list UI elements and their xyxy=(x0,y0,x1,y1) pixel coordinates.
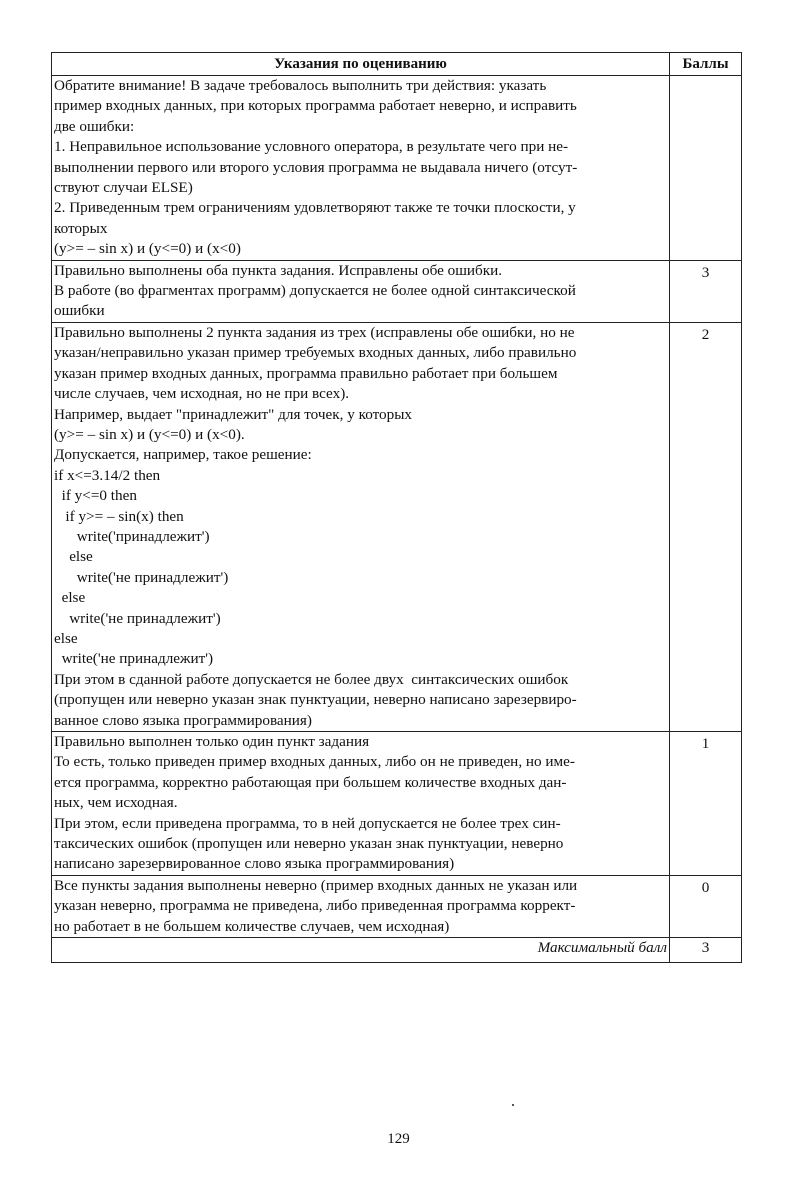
criteria-line: (y>= – sin x) и (y<=0) и (x<0) xyxy=(54,240,241,258)
criteria-line: пример входных данных, при которых программа работает неверно, и исправить xyxy=(54,97,577,115)
table-row xyxy=(52,322,742,731)
criteria-line: Обратите внимание! В задаче требовалось выполнить три действия: указать xyxy=(54,77,547,94)
criteria-line: Правильно выполнен только один пункт задания xyxy=(54,733,370,750)
criteria-line: выполнении первого или второго условия программа не выдавала ничего (отсут- xyxy=(54,158,578,176)
criteria-line: написано зарезервированное слово языка программирования) xyxy=(54,855,455,873)
criteria-line: (пропущен или неверно указан знак пунктуации, неверно написано зарезервиро- xyxy=(54,691,577,709)
criteria-line: но работает в не большем количестве случаев, чем исходная) xyxy=(54,917,450,935)
criteria-line: В работе (во фрагментах программ) допускается не более одной синтаксической xyxy=(54,282,576,300)
criteria-line: Все пункты задания выполнены неверно (пример входных данных не указан или xyxy=(54,876,578,894)
criteria-line: Например, выдает "принадлежит" для точек, у которых xyxy=(54,405,413,423)
criteria-line: else xyxy=(54,589,86,607)
table-row xyxy=(52,76,742,261)
criteria-cell xyxy=(52,732,670,876)
points-header: Баллы xyxy=(670,53,742,76)
criteria-line: указан пример входных данных, программа правильно работает при большем xyxy=(54,364,558,382)
criteria-line: if x<=3.14/2 then xyxy=(54,466,161,484)
criteria-line: if y<=0 then xyxy=(54,487,137,505)
criteria-cell xyxy=(52,875,670,937)
criteria-line: То есть, только приведен пример входных данных, либо он не приведен, но име- xyxy=(54,753,575,771)
max-score-label: Максимальный балл xyxy=(52,938,670,963)
scan-speck xyxy=(512,1104,514,1106)
criteria-line: write('принадлежит') xyxy=(54,527,210,545)
criteria-line: ванное слово языка программирования) xyxy=(54,711,312,729)
criteria-cell xyxy=(52,76,670,261)
page-number: 129 xyxy=(387,1131,410,1147)
score-cell: 1 xyxy=(670,732,742,876)
criteria-line: write('не принадлежит') xyxy=(54,568,229,586)
criteria-line: Допускается, например, такое решение: xyxy=(54,446,312,464)
table-row xyxy=(52,260,742,322)
criteria-line: Правильно выполнены оба пункта задания. Исправлены обе ошибки. xyxy=(54,261,503,279)
criteria-line: указан/неправильно указан пример требуемых входных данных, либо правильно xyxy=(54,344,577,362)
criteria-line: числе случаев, чем исходная, но не при всех). xyxy=(54,385,350,403)
table-row xyxy=(52,732,742,876)
criteria-line: Правильно выполнены 2 пункта задания из трех (исправлены обе ошибки, но не xyxy=(54,323,575,341)
criteria-line: ется программа, корректно работающая при большем количестве входных дан- xyxy=(54,773,567,791)
criteria-line: write('не принадлежит') xyxy=(54,609,221,627)
criteria-line: ствуют случаи ELSE) xyxy=(54,179,193,197)
score-cell: 0 xyxy=(670,875,742,937)
criteria-cell xyxy=(52,322,670,731)
criteria-cell xyxy=(52,260,670,322)
table-row xyxy=(52,875,742,937)
criteria-line: указан неверно, программа не приведена, либо приведенная программа коррект- xyxy=(54,897,576,915)
table-header-row xyxy=(52,53,742,76)
criteria-line: 1. Неправильное использование условного оператора, в результате чего при не- xyxy=(54,138,569,156)
max-score-value: 3 xyxy=(670,938,742,963)
criteria-line: две ошибки: xyxy=(54,117,135,135)
criteria-line: При этом в сданной работе допускается не более двух синтаксических ошибок xyxy=(54,670,569,688)
criteria-line: ных, чем исходная. xyxy=(54,794,178,812)
criteria-line: else xyxy=(54,629,78,647)
criteria-line: if y>= – sin(x) then xyxy=(54,507,184,525)
criteria-line: 2. Приведенным трем ограничениям удовлетворяют также те точки плоскости, у xyxy=(54,199,576,217)
criteria-line: которых xyxy=(54,219,108,237)
criteria-line: write('не принадлежит') xyxy=(54,650,214,668)
criteria-line: таксических ошибок (пропущен или неверно указан знак пунктуации, неверно xyxy=(54,835,564,853)
score-cell: 3 xyxy=(670,260,742,322)
criteria-line: При этом, если приведена программа, то в ней допускается не более трех син- xyxy=(54,814,561,832)
score-cell: 2 xyxy=(670,322,742,731)
criteria-header: Указания по оцениванию xyxy=(52,53,670,76)
score-cell xyxy=(670,76,742,261)
criteria-line: else xyxy=(54,548,93,566)
total-row xyxy=(52,938,742,963)
grading-table xyxy=(51,52,742,963)
criteria-line: (y>= – sin x) и (y<=0) и (x<0). xyxy=(54,425,245,443)
criteria-line: ошибки xyxy=(54,302,105,320)
